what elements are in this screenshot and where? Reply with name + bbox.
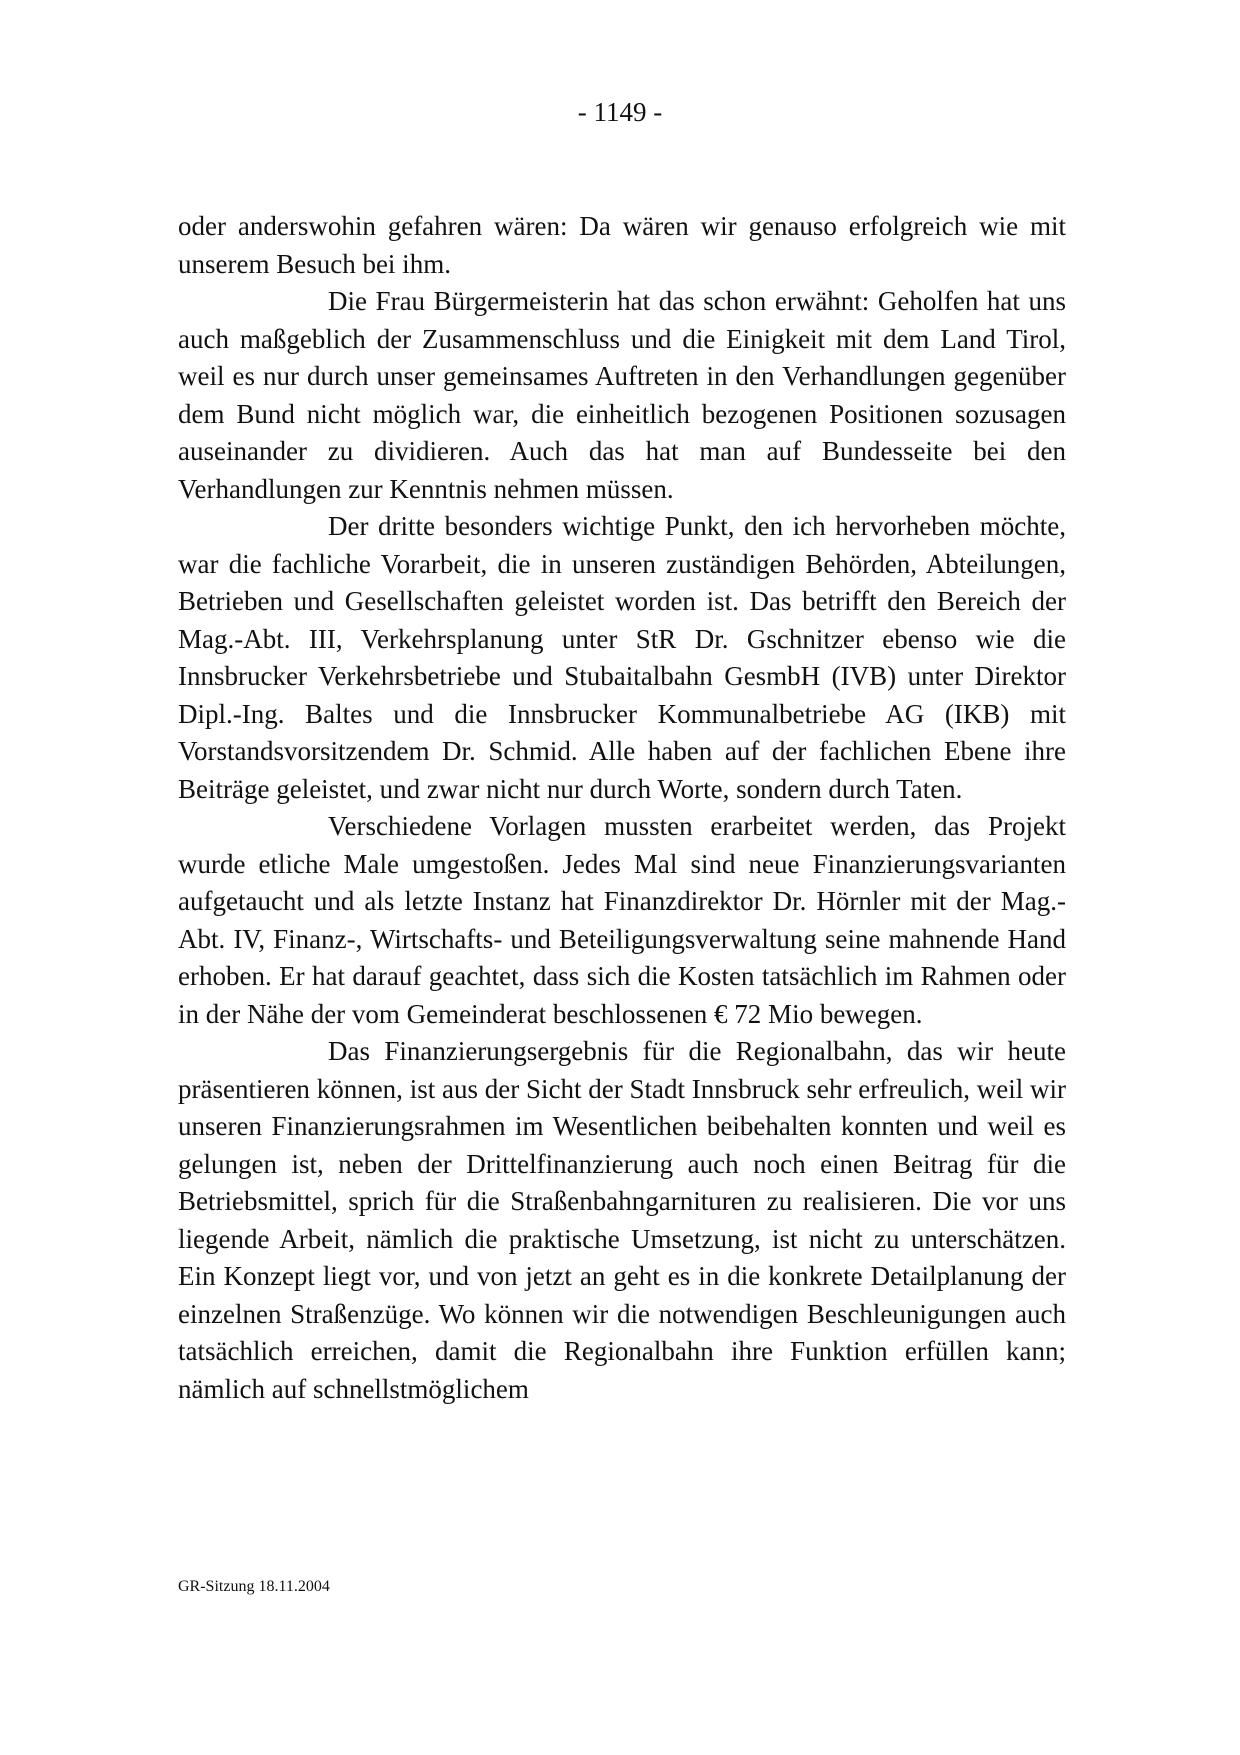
footer-session-label: GR-Sitzung 18.11.2004 [178,1578,330,1595]
paragraph-1: oder anderswohin gefahren wären: Da wären wir genauso erfolgreich wie mit unserem Besuch bei ihm. [178,211,1066,279]
paragraph-3: Der dritte besonders wichtige Punkt, den ich hervorheben möchte, war die fachliche Vorarbeit, die in unseren zuständigen Behörden, Abteilungen, Betrieben und Gesellschaften geleistet worden ist. Das betrifft den Bereich der Mag.-Abt. III, Verkehrsplanung unter StR Dr. Gschnitzer ebenso wie die Innsbrucker Verkehrsbetriebe und Stubaitalbahn GesmbH (IVB) unter Direktor Dipl.-Ing. Baltes und die Innsbrucker Kommunalbetriebe AG (IKB) mit Vorstandsvorsitzendem Dr. Schmid. Alle haben auf der fachlichen Ebene ihre Beiträge geleistet, und zwar nicht nur durch Worte, sondern durch Taten. [178,511,1066,804]
paragraph-5: Das Finanzierungsergebnis für die Regionalbahn, das wir heute präsentieren können, ist aus der Sicht der Stadt Innsbruck sehr erfreulich, weil wir unseren Finanzierungsrahmen im Wesentlichen beibehalten konnten und weil es gelungen ist, neben der Drittelfinanzierung auch noch einen Beitrag für die Betriebsmittel, sprich für die Straßenbahngarnituren zu realisieren. Die vor uns liegende Arbeit, nämlich die praktische Umsetzung, ist nicht zu unterschätzen. Ein Konzept liegt vor, und von jetzt an geht es in die konkrete Detailplanung der einzelnen Straßenzüge. Wo können wir die notwendigen Beschleunigungen auch tatsächlich erreichen, damit die Regionalbahn ihre Funktion erfüllen kann; nämlich auf schnellstmöglichem [178,1036,1066,1404]
page-number: - 1149 - [577,97,663,127]
paragraph-4: Verschiedene Vorlagen mussten erarbeitet werden, das Projekt wurde etliche Male umgestoßen. Jedes Mal sind neue Finanzierungsvarianten aufgetaucht und als letzte Instanz hat Finanzdirektor Dr. Hörnler mit der Mag.-Abt. IV, Finanz-, Wirtschafts- und Beteiligungsverwaltung seine mahnende Hand erhoben. Er hat darauf geachtet, dass sich die Kosten tatsächlich im Rahmen oder in der Nähe der vom Gemeinderat beschlossenen € 72 Mio bewegen. [178,811,1066,1029]
paragraph-2: Die Frau Bürgermeisterin hat das schon erwähnt: Geholfen hat uns auch maßgeblich der Zusammenschluss und die Einigkeit mit dem Land Tirol, weil es nur durch unser gemeinsames Auftreten in den Verhandlungen gegenüber dem Bund nicht möglich war, die einheitlich bezogenen Positionen sozusagen auseinander zu dividieren. Auch das hat man auf Bundesseite bei den Verhandlungen zur Kenntnis nehmen müssen. [178,286,1066,504]
body-text [178,208,1066,1408]
